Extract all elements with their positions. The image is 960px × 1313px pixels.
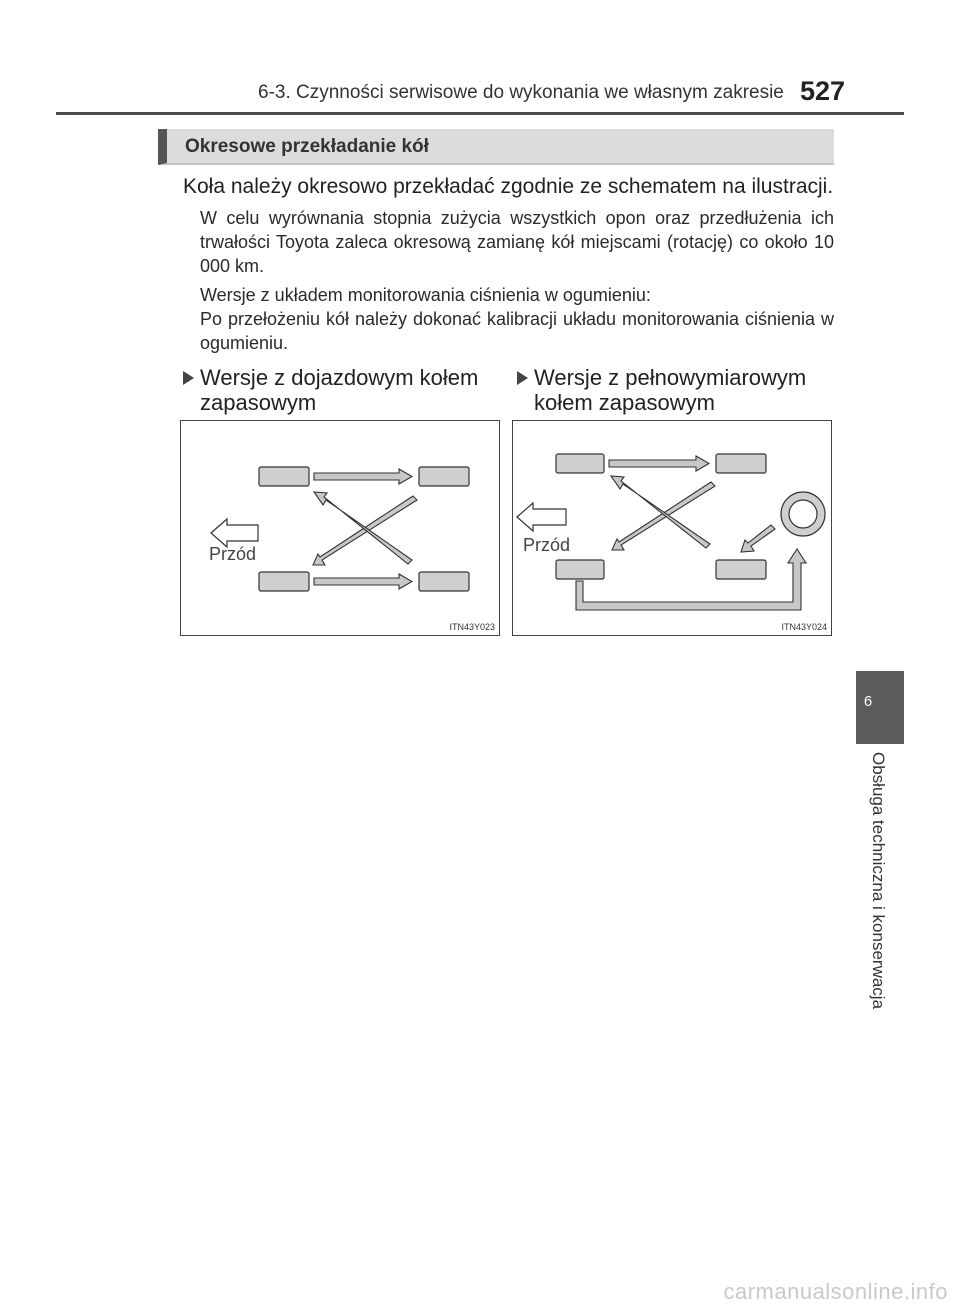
figure-code: ITN43Y023	[449, 622, 495, 632]
arrow-rear-left-to-spare	[576, 549, 806, 610]
rear-right-tire	[419, 572, 469, 591]
paragraph-text: W celu wyrównania stopnia zużycia wszystkich opon oraz przedłużenia ich trwałości Toyota zaleca okresową zamianę kół miejscami (rotację) co około 10 000 km.	[200, 208, 834, 276]
caption-text: Wersje z dojazdowym kołem zapasowym	[200, 365, 479, 415]
rotation-diagram-graphic	[181, 421, 501, 637]
figure-caption-compact-spare	[200, 365, 498, 415]
rotation-recommendation-paragraph	[200, 206, 834, 278]
bullet-triangle-icon	[517, 371, 528, 385]
chapter-tab	[856, 671, 904, 744]
paragraph-line: Po przełożeniu kół należy dokonać kalibracji układu monitorowania ciśnienia w ogumieniu.	[200, 309, 834, 353]
front-left-tire	[259, 467, 309, 486]
arrow-front-left-to-right	[609, 456, 709, 471]
figure-caption-full-spare	[534, 365, 830, 415]
running-header-title: 6-3. Czynności serwisowe do wykonania we własnym zakresie	[258, 82, 784, 103]
header-rule	[56, 112, 904, 115]
arrow-spare-to-rear-right	[741, 525, 775, 552]
chapter-name: Obsługa techniczna i konserwacja	[869, 752, 888, 1010]
rear-right-tire	[716, 560, 766, 579]
front-label: Przód	[209, 544, 257, 564]
arrow-rear-left-to-right	[314, 574, 412, 589]
spare-tire-inner	[789, 500, 817, 528]
arrow-front-left-to-right	[314, 469, 412, 484]
chapter-number: 6	[863, 693, 873, 710]
paragraph-line: Wersje z układem monitorowania ciśnienia w ogumieniu:	[200, 285, 651, 305]
figure-code: ITN43Y024	[781, 622, 827, 632]
rear-left-tire	[259, 572, 309, 591]
tire-rotation-diagram-full-spare	[512, 420, 832, 636]
section-heading-bar	[158, 129, 834, 165]
lead-sentence: Koła należy okresowo przekładać zgodnie ze schematem na ilustracji.	[183, 175, 834, 198]
tire-rotation-diagram-compact-spare	[180, 420, 500, 636]
front-direction-arrow-icon	[211, 519, 258, 547]
tpms-paragraph	[200, 283, 834, 355]
watermark: carmanualsonline.info	[723, 1279, 948, 1304]
caption-text: Wersje z pełnowymiarowym kołem zapasowym	[534, 365, 807, 415]
front-label: Przód	[523, 535, 571, 555]
bullet-triangle-icon	[183, 371, 194, 385]
page-number: 527	[800, 76, 846, 106]
rotation-diagram-graphic	[513, 421, 833, 637]
front-right-tire	[419, 467, 469, 486]
front-direction-arrow-icon	[517, 503, 566, 531]
rear-left-tire	[556, 560, 604, 579]
front-right-tire	[716, 454, 766, 473]
section-title: Okresowe przekładanie kół	[185, 136, 429, 157]
front-left-tire	[556, 454, 604, 473]
